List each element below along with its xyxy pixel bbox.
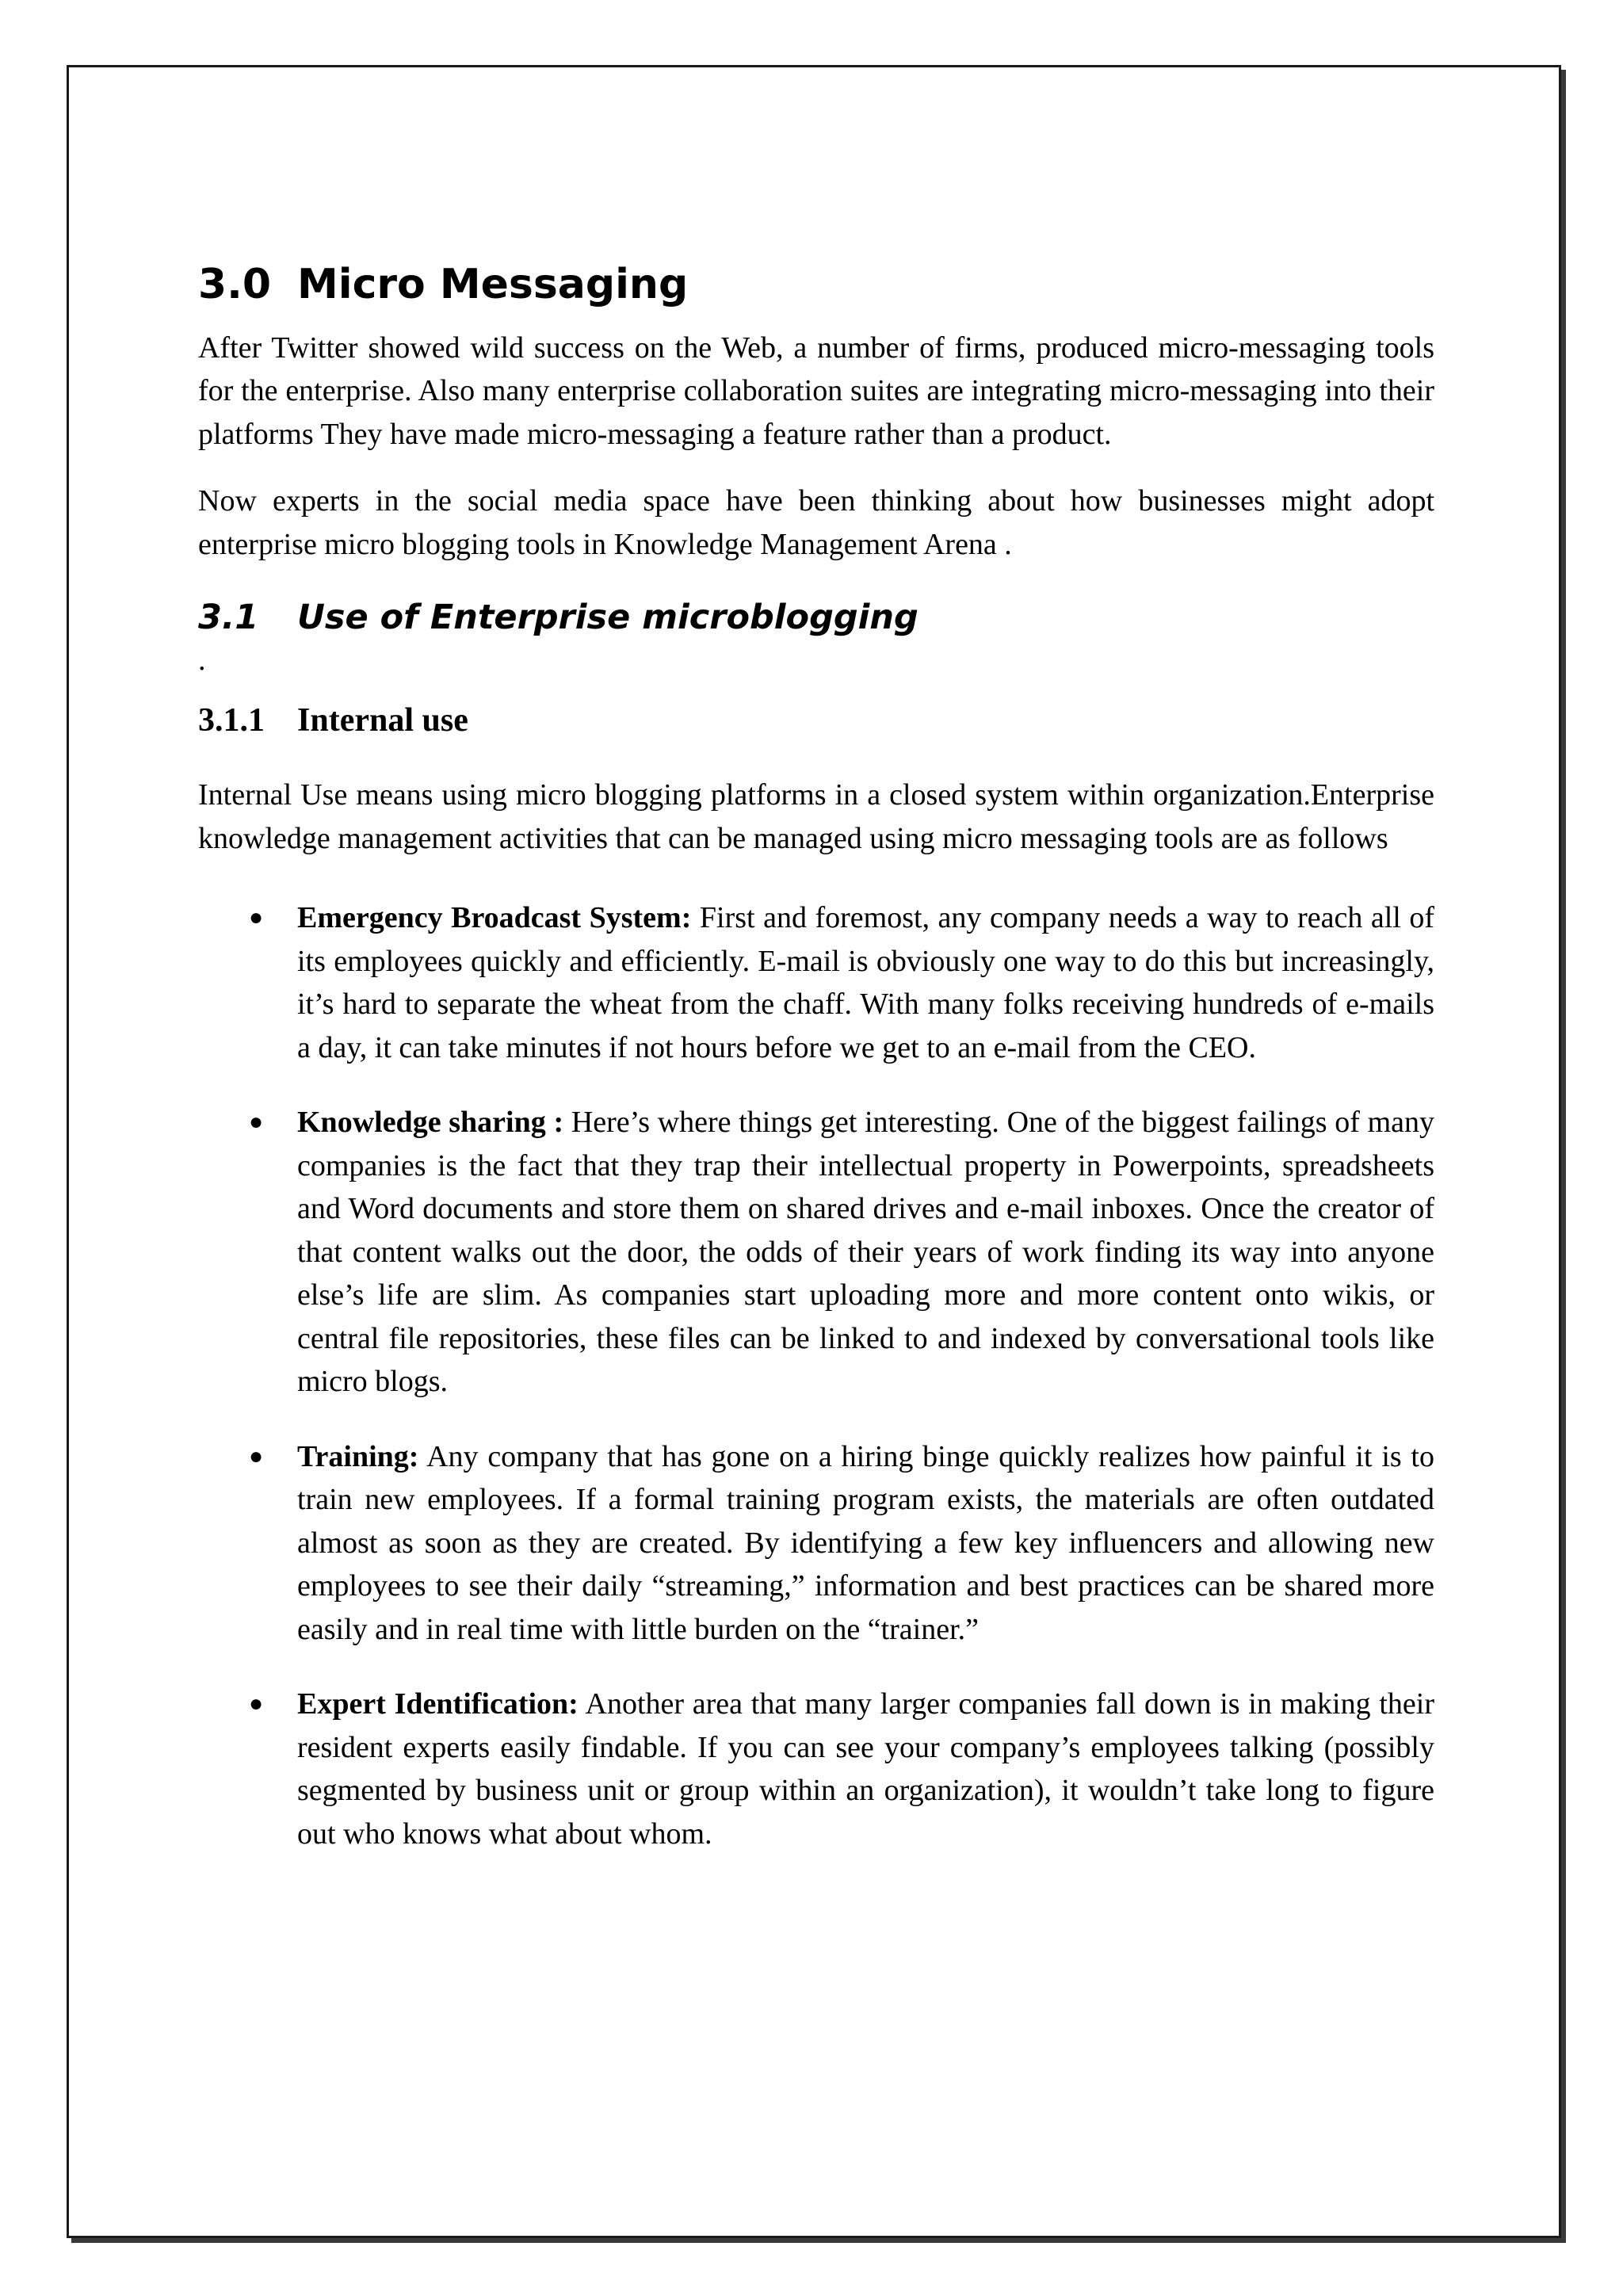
section-paragraph-2: Now experts in the social media space have been thinking about how businesses might adopt enterprise micro blogging tools in Knowledge Management Arena . <box>198 484 1434 561</box>
section-number: 3.0 <box>198 261 272 308</box>
bullet-text: First and foremost, any company needs a way to reach all of its employees quickly and efficiently. E-mail is obviously one way to do this but increasingly, it’s hard to separate the wheat from the chaff. With many folks receiving hundreds of e-mails a day, it can take minutes if not hours before we get to an e-mail from the CEO. <box>297 901 1434 1064</box>
bullet-icon: ● <box>249 1109 264 1136</box>
subsubsection-title: Internal use <box>297 701 468 739</box>
list-item <box>198 1683 1434 1855</box>
section-heading <box>198 262 1434 309</box>
section-paragraph-1: After Twitter showed wild success on the Web, a number of firms, produced micro-messaging tools for the enterprise. Also many enterprise collaboration suites are integrating micro-messaging into their platforms They have made micro-messaging a feature rather than a product. <box>198 330 1434 451</box>
subsection-title: Use of Enterprise microblogging <box>297 598 918 638</box>
subsection-heading <box>198 598 1434 639</box>
bullet-term: Knowledge sharing : <box>297 1106 564 1140</box>
document-body <box>198 262 1434 1887</box>
subsubsection-heading <box>198 701 1434 740</box>
bullet-text: Another area that many larger companies fall down is in making their resident experts easily findable. If you can see your company’s employees talking (possibly segmented by business unit or group within an organization), it wouldn’t take long to figure out who knows what about whom. <box>297 1687 1434 1851</box>
bullet-icon: ● <box>249 904 264 931</box>
bullet-text: Any company that has gone on a hiring binge quickly realizes how painful it is to train new employees. If a formal training program exists, the materials are often outdated almost as soon as they are created. By identifying a few key influencers and allowing new employees to see their daily “streaming,” information and best practices can be shared more easily and in real time with little burden on the “trainer.” <box>297 1439 1434 1646</box>
subsection-dot: . <box>198 643 206 677</box>
bullet-term: Training: <box>297 1439 419 1473</box>
section-title: Micro Messaging <box>297 261 689 308</box>
bullet-term: Emergency Broadcast System: <box>297 901 692 935</box>
bullet-icon: ● <box>249 1442 264 1469</box>
bullet-text: Here’s where things get interesting. One of the biggest failings of many companies is the fact that they trap their intellectual property in Powerpoints, spreadsheets and Word documents and store them on shared drives and e-mail inboxes. Once the creator of that content walks out the door, the odds of their years of work finding its way into anyone else’s life are slim. As companies start uploading more and more content onto wikis, or central file repositories, these files can be linked to and indexed by conversational tools like micro blogs. <box>297 1106 1434 1399</box>
subsection-number: 3.1 <box>198 598 259 638</box>
list-item <box>198 1435 1434 1652</box>
bullet-term: Expert Identification: <box>297 1687 579 1721</box>
internal-use-intro: Internal Use means using micro blogging platforms in a closed system within organization.Enterprise knowledge management activities that can be managed using micro messaging tools are as follows <box>198 778 1434 855</box>
bullet-list <box>198 896 1434 1855</box>
list-item <box>198 1101 1434 1404</box>
bullet-icon: ● <box>249 1690 264 1717</box>
subsubsection-number: 3.1.1 <box>198 701 265 739</box>
list-item <box>198 896 1434 1069</box>
